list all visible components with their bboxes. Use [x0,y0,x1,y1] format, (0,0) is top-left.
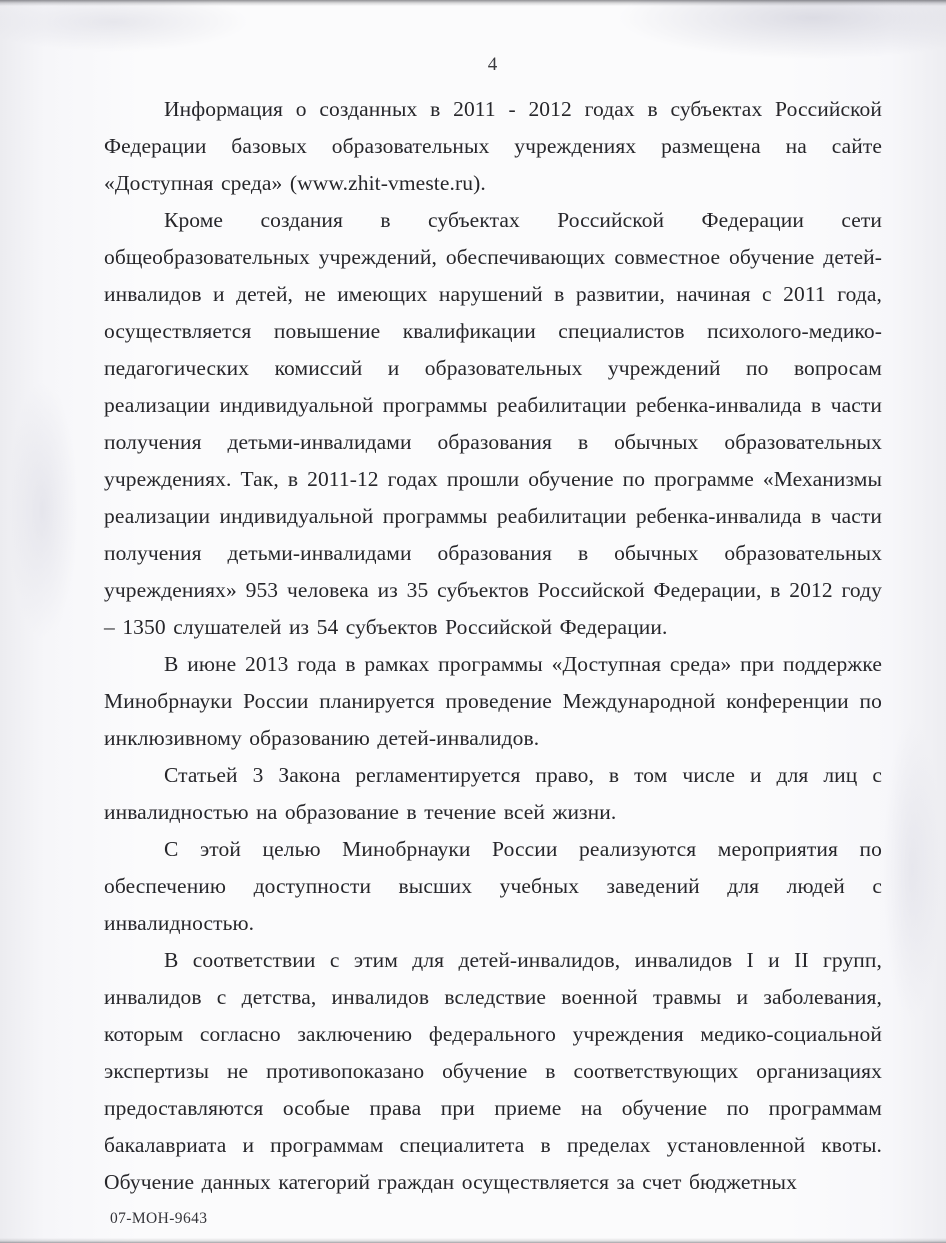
paragraph: С этой целью Минобрнауки России реализуются мероприятия по обеспечению доступности высших учебных заведений для людей с инвалидностью. [104,837,882,935]
paragraph: Статьей 3 Закона регламентируется право, в том числе и для лиц с инвалидностью на образование в течение всей жизни. [104,763,882,824]
document-reference-code: 07-МОН-9643 [110,1210,208,1227]
scan-smudge [8,380,78,640]
paragraph: Информация о созданных в 2011 - 2012 годах в субъектах Российской Федерации базовых образовательных учреждениях размещена на сайте «Доступная среда» (www.zhit-vmeste.ru). [104,97,882,195]
page-number: 4 [487,54,499,75]
paragraph: В июне 2013 года в рамках программы «Доступная среда» при поддержке Минобрнауки России планируется проведение Международной конференции по инклюзивному образованию детей-инвалидов. [104,652,882,750]
scan-smudge [882,720,942,1020]
paragraph: Кроме создания в субъектах Российской Федерации сети общеобразовательных учреждений, обеспечивающих совместное обучение детей-инвалидов и детей, не имеющих нарушений в развитии, начиная с 2011 года, осуществляется повышение квалификации специалистов психолого-медико-педагогических комиссий и образовательных учреждений по вопросам реализации индивидуальной программы реабилитации ребенка-инвалида в части получения детьми-инвалидами образования в обычных образовательных учреждениях. Так, в 2011-12 годах прошли обучение по программе «Механизмы реализации индивидуальной программы реабилитации ребенка-инвалида в части получения детьми-инвалидами образования в обычных образовательных учреждениях» 953 человека из 35 субъектов Российской Федерации, в 2012 году – 1350 слушателей из 54 субъектов Российской Федерации. [104,208,882,639]
paragraph: В соответствии с этим для детей-инвалидов, инвалидов I и II групп, инвалидов с детства, инвалидов вследствие военной травмы и заболевания, которым согласно заключению федерального учреждения медико-социальной экспертизы не противопоказано обучение в соответствующих организациях предоставляются особые права при приеме на обучение по программам бакалавриата и программам специалитета в пределах установленной квоты. Обучение данных категорий граждан осуществляется за счет бюджетных [104,948,882,1194]
document-body [104,91,882,1201]
